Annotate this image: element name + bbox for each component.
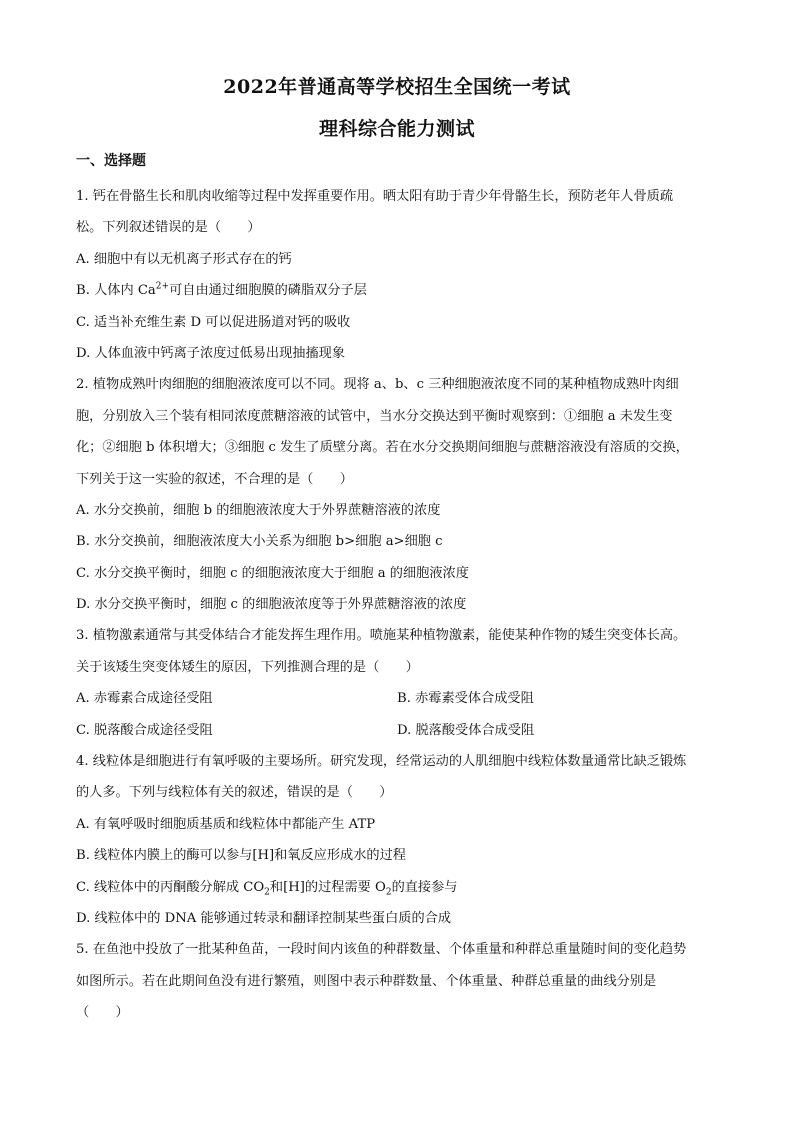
q3-option-c: C. 脱落酸合成途径受阻 [76,722,213,738]
q4-option-c-sub1: 2 [264,887,270,898]
q4-stem-line2: 的人多。下列与线粒体有关的叙述，错误的是（ ） [76,785,393,801]
q1-option-d: D. 人体血液中钙离子浓度过低易出现抽搐现象 [76,345,346,361]
q2-option-a: A. 水分交换前，细胞 b 的细胞液浓度大于外界蔗糖溶液的浓度 [76,502,441,518]
exam-title: 2022年普通高等学校招生全国统一考试 [223,76,571,98]
q4-option-d: D. 线粒体中的 DNA 能够通过转录和翻译控制某些蛋白质的合成 [76,910,452,926]
q3-options-row1 [76,683,726,714]
q3-stem-line1: 3. 植物激素通常与其受体结合才能发挥生理作用。喷施某种植物激素，能使某种作物的矮生突变体长高。 [76,628,687,644]
q1-option-b-sup: 2+ [155,281,170,292]
q3-stem-line2: 关于该矮生突变体矮生的原因，下列推测合理的是（ ） [76,659,419,675]
q2-option-c: C. 水分交换平衡时，细胞 c 的细胞液浓度大于细胞 a 的细胞液浓度 [76,565,469,581]
q4-option-c-pre: C. 线粒体中的丙酮酸分解成 CO [76,879,265,895]
questions [76,181,726,1029]
q1-option-b-pre: B. 人体内 Ca [76,283,156,299]
q4-option-c-post: 的直接参与 [391,879,458,895]
q5-stem-line2: 如图所示。若在此期间鱼没有进行繁殖，则图中表示种群数量、个体重量、种群总重量的曲线分别是 [76,973,657,989]
q5-stem-line1: 5. 在鱼池中投放了一批某种鱼苗，一段时间内该鱼的种群数量、个体重量和种群总重量随时间的变化趋势 [76,942,687,958]
q4-option-b: B. 线粒体内膜上的酶可以参与[H]和氧反应形成水的过程 [76,848,406,864]
q2-stem-line2: 胞，分别放入三个装有相同浓度蔗糖溶液的试管中，当水分交换达到平衡时观察到：①细胞 a 未发生变 [76,408,673,424]
q3-option-d: D. 脱落酸受体合成受阻 [397,722,535,738]
q1-option-b [76,275,726,306]
q1-option-a: A. 细胞中有以无机离子形式存在的钙 [76,251,292,267]
q4-option-a: A. 有氧呼吸时细胞质基质和线粒体中都能产生 ATP [76,816,376,832]
q4-option-c [76,872,726,903]
q2-stem-line1: 2. 植物成熟叶肉细胞的细胞液浓度可以不同。现将 a、b、c 三种细胞液浓度不同的某种植物成熟叶肉细 [76,377,679,393]
q1-option-b-post: 可自由通过细胞膜的磷脂双分子层 [169,283,367,299]
q4-option-c-sub2: 2 [385,887,392,898]
q5-stem-line3: （ ） [76,1005,129,1021]
q1-stem-line2: 松。下列叙述错误的是（ ） [76,220,261,236]
q3-option-b: B. 赤霉素受体合成受阻 [397,691,534,707]
exam-subtitle: 理科综合能力测试 [318,118,475,140]
q3-option-a: A. 赤霉素合成途径受阻 [76,691,213,707]
q1-stem-line1: 1. 钙在骨骼生长和肌肉收缩等过程中发挥重要作用。晒太阳有助于青少年骨骼生长，预防老年人骨质疏 [76,189,674,204]
q4-stem-line1: 4. 线粒体是细胞进行有氧呼吸的主要场所。研究发现，经常运动的人肌细胞中线粒体数量通常比缺乏锻炼 [76,754,687,770]
q2-option-d: D. 水分交换平衡时，细胞 c 的细胞液浓度等于外界蔗糖溶液的浓度 [76,597,467,613]
q2-stem-line4: 下列关于这一实验的叙述，不合理的是（ ） [76,471,353,487]
q2-option-b: B. 水分交换前，细胞液浓度大小关系为细胞 b>细胞 a>细胞 c [76,534,443,550]
q3-options-row2 [76,715,726,746]
section-heading: 一、选择题 [76,153,146,169]
q2-stem-line3: 化；②细胞 b 体积增大；③细胞 c 发生了质壁分离。若在水分交换期间细胞与蔗糖溶液没有溶质的交换， [76,440,689,456]
q4-option-c-mid: 和[H]的过程需要 O [269,879,386,895]
q1-option-c: C. 适当补充维生素 D 可以促进肠道对钙的吸收 [76,314,351,330]
